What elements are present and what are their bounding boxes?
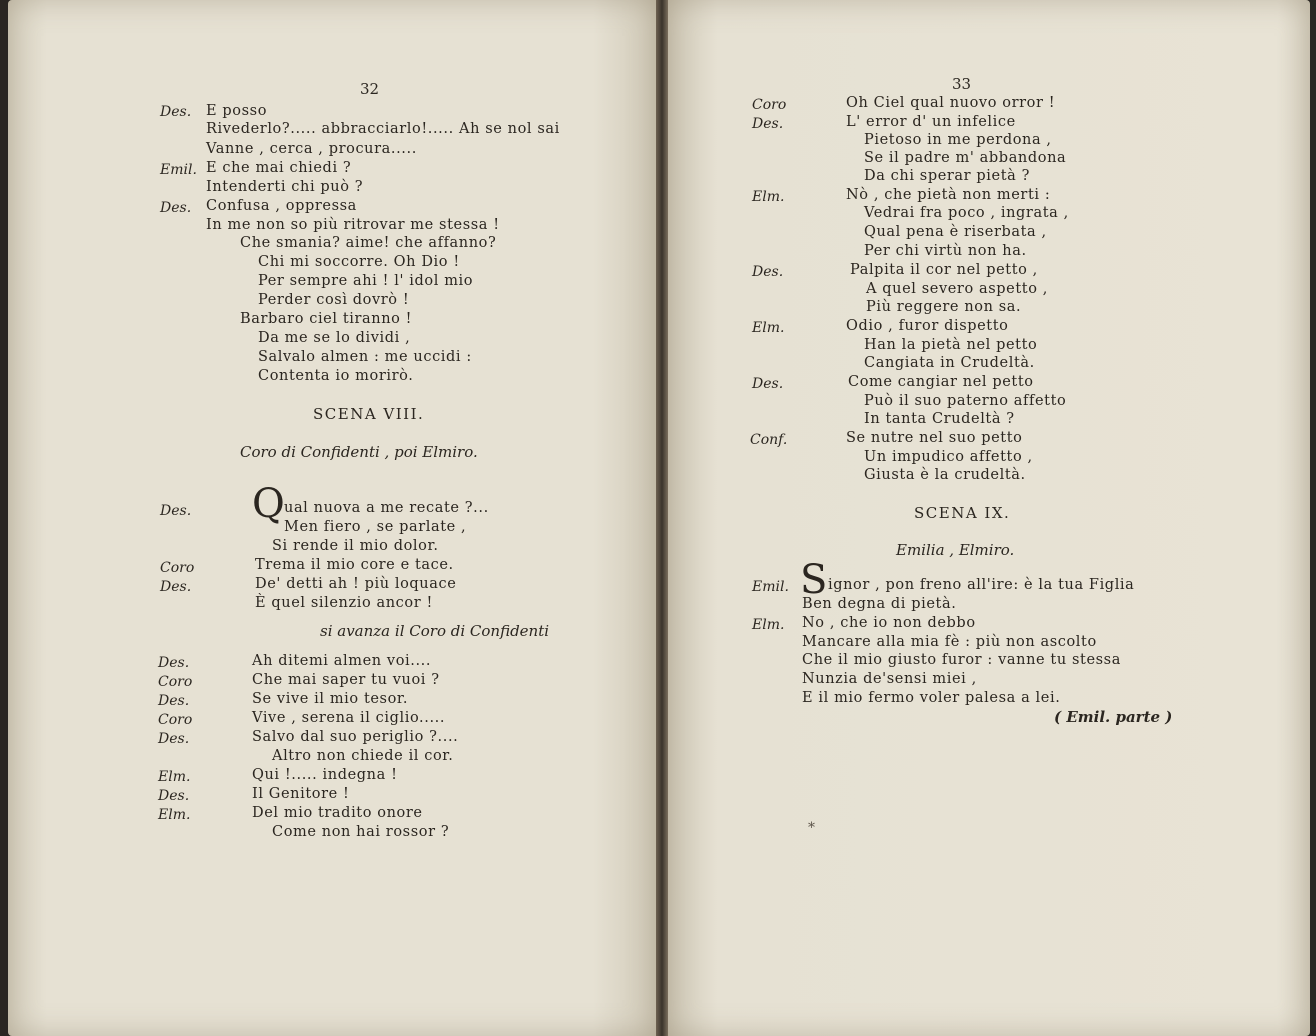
page-number-left: 32 bbox=[360, 80, 380, 98]
verse-line: Che smania? aime! che affanno? bbox=[240, 235, 497, 251]
verse-line: Altro non chiede il cor. bbox=[272, 748, 454, 764]
speaker: Coro bbox=[752, 97, 787, 113]
verse-line: Oh Ciel qual nuovo orror ! bbox=[846, 95, 1056, 111]
stage-direction: Coro di Confidenti , poi Elmiro. bbox=[240, 443, 478, 461]
speaker: Coro bbox=[160, 560, 195, 576]
verse-line: Come cangiar nel petto bbox=[848, 374, 1034, 390]
footnote-mark: * bbox=[808, 820, 815, 836]
speaker: Des. bbox=[158, 731, 190, 747]
verse-line: Da me se lo dividi , bbox=[258, 330, 411, 346]
verse-line: Vive , serena il ciglio..... bbox=[252, 710, 446, 726]
speaker: Coro bbox=[158, 674, 193, 690]
verse-line: Intenderti chi può ? bbox=[206, 179, 364, 195]
verse-line: Ah ditemi almen voi.... bbox=[252, 653, 432, 669]
verse-line: Il Genitore ! bbox=[252, 786, 350, 802]
verse-line: Del mio tradito onore bbox=[252, 805, 423, 821]
verse-line: In me non so più ritrovar me stessa ! bbox=[206, 217, 500, 233]
speaker: Des. bbox=[160, 503, 192, 519]
speaker: Des. bbox=[158, 655, 190, 671]
speaker: Des. bbox=[160, 579, 192, 595]
verse-line: E posso bbox=[206, 103, 268, 119]
speaker: Des. bbox=[158, 788, 190, 804]
verse-line: Rivederlo?..... abbracciarlo!..... Ah se nol sai bbox=[206, 121, 560, 137]
verse-line: Pietoso in me perdona , bbox=[864, 132, 1052, 148]
verse-line: No , che io non debbo bbox=[802, 615, 976, 631]
speaker: Des. bbox=[752, 264, 784, 280]
verse-line: Che mai saper tu vuoi ? bbox=[252, 672, 440, 688]
verse-line: Odio , furor dispetto bbox=[846, 318, 1009, 334]
speaker: Des. bbox=[160, 104, 192, 120]
verse-line: Cangiata in Crudeltà. bbox=[864, 355, 1035, 371]
verse-line: Nò , che pietà non merti : bbox=[846, 187, 1051, 203]
exit-direction: ( Emil. parte ) bbox=[1054, 708, 1173, 726]
verse-line: Palpita il cor nel petto , bbox=[850, 262, 1038, 278]
verse-line: Vedrai fra poco , ingrata , bbox=[864, 205, 1069, 221]
verse-line: Che il mio giusto furor : vanne tu stessa bbox=[802, 652, 1121, 668]
speaker: Emil. bbox=[160, 162, 197, 178]
speaker: Des. bbox=[160, 200, 192, 216]
verse-line: A quel severo aspetto , bbox=[866, 281, 1048, 297]
scene-heading: SCENA VIII. bbox=[313, 405, 425, 423]
scene-heading: SCENA IX. bbox=[914, 504, 1011, 522]
speaker: Des. bbox=[158, 693, 190, 709]
speaker: Emil. bbox=[752, 579, 789, 595]
verse-line: Perder così dovrò ! bbox=[258, 292, 410, 308]
verse-line: Men fiero , se parlate , bbox=[284, 519, 467, 535]
verse-line: De' detti ah ! più loquace bbox=[255, 576, 457, 592]
verse-line: Mancare alla mia fè : più non ascolto bbox=[802, 634, 1097, 650]
verse-line: Nunzia de'sensi miei , bbox=[802, 671, 977, 687]
verse-line: Per sempre ahi ! l' idol mio bbox=[258, 273, 474, 289]
speaker: Coro bbox=[158, 712, 193, 728]
verse-line: Trema il mio core e tace. bbox=[255, 557, 454, 573]
verse-line: È quel silenzio ancor ! bbox=[255, 595, 433, 611]
verse-line: Qual pena è riserbata , bbox=[864, 224, 1047, 240]
verse-line: Giusta è la crudeltà. bbox=[864, 467, 1026, 483]
verse-line: Può il suo paterno affetto bbox=[864, 393, 1067, 409]
verse-line: Come non hai rossor ? bbox=[272, 824, 450, 840]
verse-line: Se il padre m' abbandona bbox=[864, 150, 1067, 166]
verse-line: Qui !..... indegna ! bbox=[252, 767, 398, 783]
speaker: Elm. bbox=[752, 320, 785, 336]
verse-line: In tanta Crudeltà ? bbox=[864, 411, 1015, 427]
drop-capital: Q bbox=[252, 481, 285, 527]
page-number-right: 33 bbox=[952, 75, 972, 93]
verse-line: E il mio fermo voler palesa a lei. bbox=[802, 690, 1061, 706]
verse-line: Si rende il mio dolor. bbox=[272, 538, 439, 554]
speaker: Elm. bbox=[752, 617, 785, 633]
book-gutter bbox=[656, 0, 668, 1036]
speaker: Elm. bbox=[158, 807, 191, 823]
verse-line: Un impudico affetto , bbox=[864, 449, 1033, 465]
speaker: Des. bbox=[752, 116, 784, 132]
speaker: Conf. bbox=[750, 432, 788, 448]
verse-line: Contenta io morirò. bbox=[258, 368, 414, 384]
verse-line: Ben degna di pietà. bbox=[802, 596, 957, 612]
verse-line: Più reggere non sa. bbox=[866, 299, 1022, 315]
stage-direction: si avanza il Coro di Confidenti bbox=[320, 622, 550, 640]
verse-line: Confusa , oppressa bbox=[206, 198, 357, 214]
verse-line: Salvo dal suo periglio ?.... bbox=[252, 729, 459, 745]
verse-line: ignor , pon freno all'ire: è la tua Figlia bbox=[828, 577, 1135, 593]
verse-line: Han la pietà nel petto bbox=[864, 337, 1038, 353]
verse-line: Se vive il mio tesor. bbox=[252, 691, 409, 707]
verse-line: Chi mi soccorre. Oh Dio ! bbox=[258, 254, 460, 270]
speaker: Elm. bbox=[752, 189, 785, 205]
verse-line: Vanne , cerca , procura..... bbox=[206, 141, 417, 157]
stage-direction: Emilia , Elmiro. bbox=[896, 541, 1015, 559]
speaker: Des. bbox=[752, 376, 784, 392]
verse-line: Salvalo almen : me uccidi : bbox=[258, 349, 472, 365]
verse-line: E che mai chiedi ? bbox=[206, 160, 352, 176]
verse-line: Barbaro ciel tiranno ! bbox=[240, 311, 413, 327]
verse-line: ual nuova a me recate ?... bbox=[284, 500, 489, 516]
verse-line: Se nutre nel suo petto bbox=[846, 430, 1023, 446]
verse-line: L' error d' un infelice bbox=[846, 114, 1016, 130]
drop-capital: S bbox=[800, 557, 828, 603]
verse-line: Per chi virtù non ha. bbox=[864, 243, 1027, 259]
speaker: Elm. bbox=[158, 769, 191, 785]
verse-line: Da chi sperar pietà ? bbox=[864, 168, 1030, 184]
